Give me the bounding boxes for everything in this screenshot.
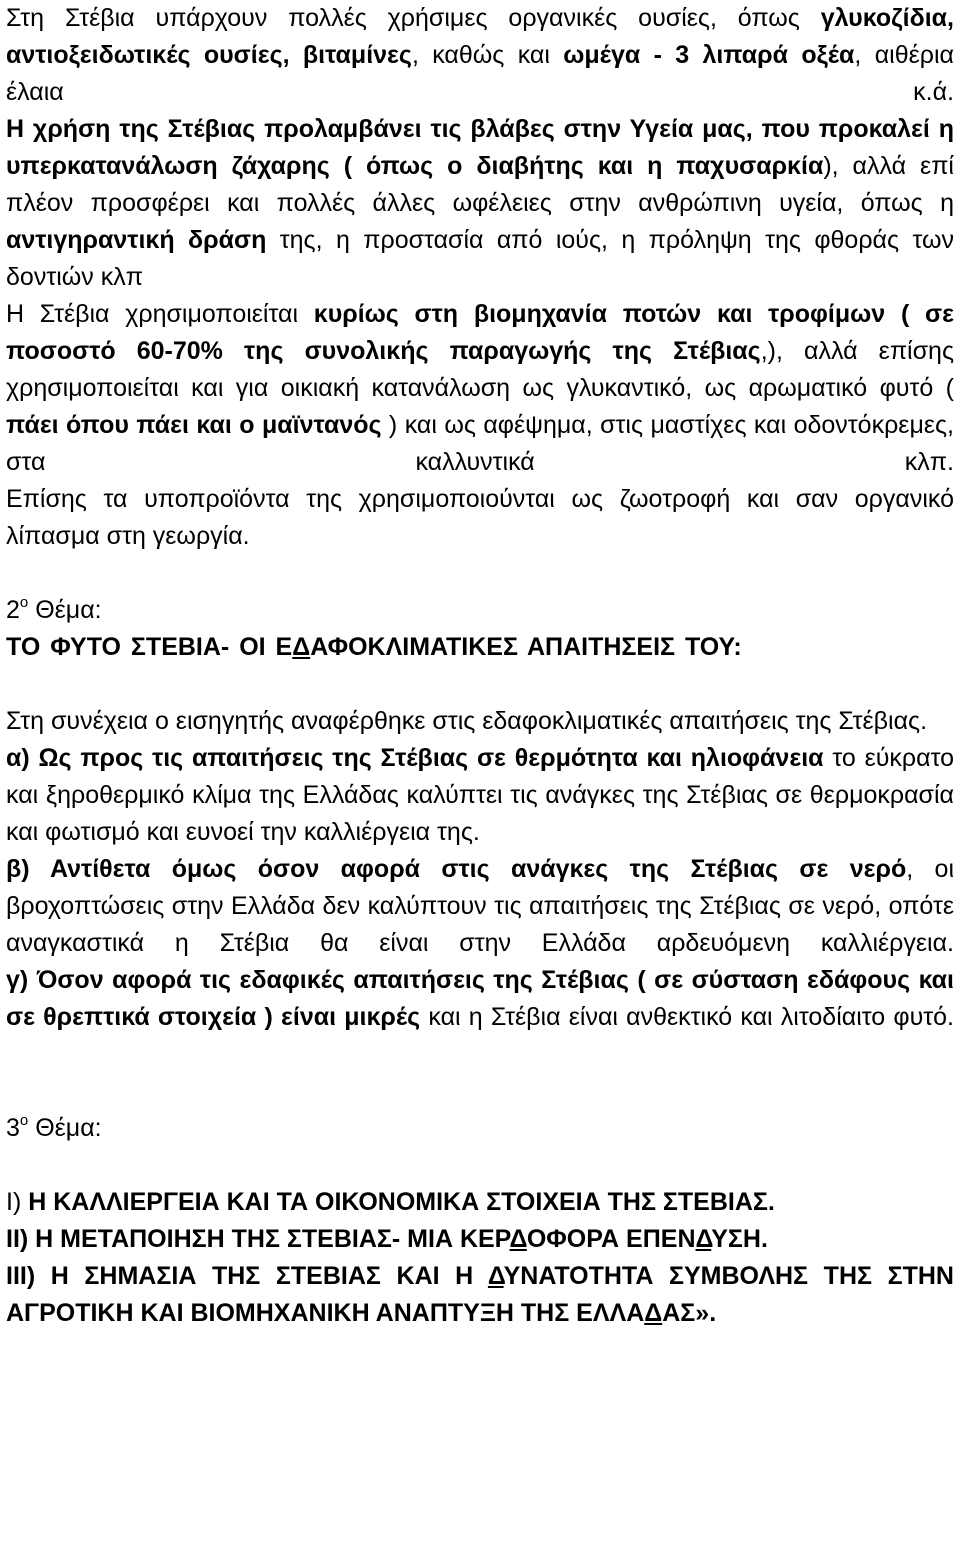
- paragraph-requirement-b: β) Αντίθετα όμως όσον αφορά στις ανάγκες της Στέβιας σε νερό, οι βροχοπτώσεις στην Ελλάδα δεν καλύπτουν τις απαιτήσεις της Στέβιας σε νερό, οπότε αναγκαστικά η Στέβια θα είναι στην Ελλάδα αρδευόμενη καλλιέργεια.: [6, 855, 954, 957]
- paragraph-byproducts: Επίσης τα υποπροϊόντα της χρησιμοποιούνται ως ζωοτροφή και σαν οργανικό λίπασμα στη γεωργία.: [6, 485, 954, 550]
- paragraph-requirement-g: γ) Όσον αφορά τις εδαφικές απαιτήσεις της Στέβιας ( σε σύσταση εδάφους και σε θρεπτικά στοιχεία ) είναι μικρές και η Στέβια είναι ανθεκτικό και λιτοδίαιτο φυτό.: [6, 966, 954, 1031]
- document-page: [6, 0, 954, 1332]
- paragraph-health-benefits: Η χρήση της Στέβιας προλαμβάνει τις βλάβες στην Υγεία μας, που προκαλεί η υπερκατανάλωση ζάχαρης ( όπως ο διαβήτης και η παχυσαρκία), αλλά επί πλέον προσφέρει και πολλές άλλες ωφέλειες στην ανθρώπινη υγεία, όπως η αντιγηραντική δράση της, η προστασία από ιούς, η πρόληψη της φθοράς των δοντιών κλπ: [6, 115, 954, 291]
- list-item-2: ΙΙ) Η ΜΕΤΑΠΟΙΗΣΗ ΤΗΣ ΣΤΕΒΙΑΣ- ΜΙΑ ΚΕΡΔΟΦΟΡΑ ΕΠΕΝΔΥΣΗ.: [6, 1225, 768, 1253]
- paragraph-requirements-intro: Στη συνέχεια ο εισηγητής αναφέρθηκε στις εδαφοκλιματικές απαιτήσεις της Στέβιας.: [6, 707, 928, 735]
- paragraph-organic-substances: Στη Στέβια υπάρχουν πολλές χρήσιμες οργανικές ουσίες, όπως γλυκοζίδια, αντιοξειδωτικές ουσίες, βιταμίνες, καθώς και ωμέγα - 3 λιπαρά οξέα, αιθέρια έλαια κ.ά.: [6, 4, 955, 106]
- theme-3-label: $3^o$ Θέμα:: [6, 1111, 102, 1142]
- list-item-3: ΙΙΙ) Η ΣΗΜΑΣΙΑ ΤΗΣ ΣΤΕΒΙΑΣ ΚΑΙ Η ΔΥΝΑΤΟΤΗΤΑ ΣΥΜΒΟΛΗΣ ΤΗΣ ΣΤΗΝ ΑΓΡΟΤΙΚΗ ΚΑΙ ΒΙΟΜΗΧΑΝΙΚΗ ΑΝΑΠΤΥΞΗ ΤΗΣ ΕΛΛΑΔΑΣ».: [6, 1262, 954, 1327]
- list-item-1: Ι) Η ΚΑΛΛΙΕΡΓΕΙΑ ΚΑΙ ΤΑ ΟΙΚΟΝΟΜΙΚΑ ΣΤΟΙΧΕΙΑ ΤΗΣ ΣΤΕΒΙΑΣ.: [6, 1188, 775, 1216]
- theme-2-label: $2^o$ Θέμα:: [6, 593, 102, 624]
- theme-2-title: ΤΟ ΦΥΤΟ ΣΤΕΒΙΑ- ΟΙ ΕΔΑΦΟΚΛΙΜΑΤΙΚΕΣ ΑΠΑΙΤΗΣΕΙΣ ΤΟΥ:: [6, 633, 742, 661]
- paragraph-requirement-a: α) Ως προς τις απαιτήσεις της Στέβιας σε θερμότητα και ηλιοφάνεια το εύκρατο και ξηροθερμικό κλίμα της Ελλάδας καλύπτει τις ανάγκες της Στέβιας σε θερμοκρασία και φωτισμό και ευνοεί την καλλιέργεια της.: [6, 744, 954, 846]
- paragraph-uses: Η Στέβια χρησιμοποιείται κυρίως στη βιομηχανία ποτών και τροφίμων ( σε ποσοστό 60-70% της συνολικής παραγωγής της Στέβιας,), αλλά επίσης χρησιμοποιείται και για οικιακή κατανάλωση ως γλυκαντικό, ως αρωματικό φυτό ( πάει όπου πάει και ο μαϊντανός ) και ως αφέψημα, στις μαστίχες και οδοντόκρεμες, στα καλλυντικά κλπ.: [6, 300, 954, 476]
